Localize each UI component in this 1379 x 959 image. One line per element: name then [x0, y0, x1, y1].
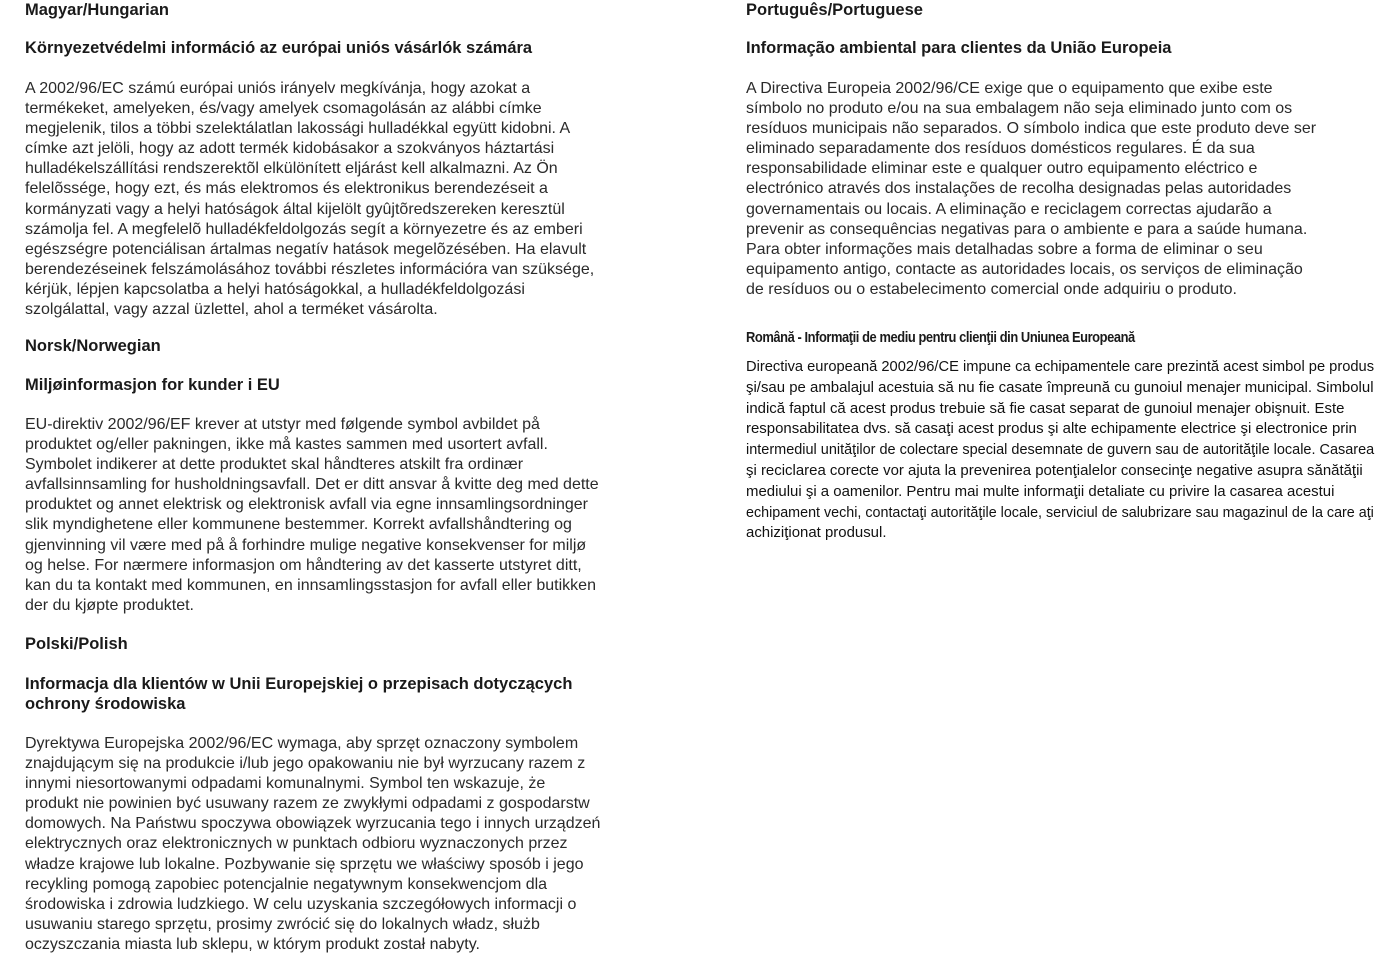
body-line: felelõssége, hogy ezt, és más elektromos és elektronikus berendezéseit a	[25, 180, 548, 198]
body-line: de resíduos ou o estabelecimento comercial onde adquiriu o produto.	[746, 280, 1237, 298]
body-line: szolgálattal, vagy azzal üzlettel, ahol a terméket vásárolta.	[25, 301, 438, 319]
body-line: governamentais ou locais. A eliminação e reciclagem correctas ajudarão a	[746, 200, 1272, 218]
body-line: produktet og annet elektrisk og elektronisk avfall via egne innsamlingsordninger	[25, 496, 588, 514]
body-line: elektrycznych oraz elektronicznych w punktach odbioru wyznaczonych przez	[25, 835, 568, 853]
body-line: władze krajowe lub lokalne. Pozbywanie się sprzętu we właściwy sposób i jego	[25, 855, 584, 873]
body-line: şi reciclarea corecte vor ajuta la prevenirea potenţialelor consecinţe negative asupra sănătăţii	[746, 461, 1363, 479]
body-line: avfallsinnsamling for husholdningsavfall. Det er ditt ansvar å kvitte deg med dette	[25, 476, 599, 494]
body-line: kérjük, lépjen kapcsolatba a helyi hatóságokkal, a hulladékfeldolgozási	[25, 280, 525, 298]
body-line: środowiska i zdrowia ludzkiego. W celu uzyskania szczegółowych informacji o	[25, 895, 577, 913]
body-line: produkt nie powinien być usuwany razem ze zwykłymi odpadami z gospodarstw	[25, 795, 590, 813]
section-title-line: ochrony środowiska	[25, 695, 186, 713]
language-heading: Português/Portuguese	[746, 1, 923, 19]
body-line: şi/sau pe ambalajul acestuia să nu fie casate împreună cu gunoiul menajer municipal. Simbolul	[746, 378, 1374, 396]
section-title-line: Informacja dla klientów w Unii Europejskiej o przepisach dotyczących	[25, 675, 573, 693]
section-body	[746, 79, 1316, 300]
body-line: EU-direktiv 2002/96/EF krever at utstyr med følgende symbol avbildet på	[25, 416, 540, 433]
body-line: electrónico através dos instalações de recolha designadas pelas autoridades	[746, 180, 1292, 198]
body-line: megjelenik, tilos a többi szelektálatlan lakossági hulladékkal együtt kidobni. A	[25, 120, 571, 138]
body-line: og helse. For nærmere informasjon om håndtering av det kasserte utstyret ditt,	[25, 556, 582, 574]
section-body	[25, 415, 599, 616]
section-title: Miljøinformasjon for kunder i EU	[25, 376, 280, 394]
body-line: produktet og/eller pakningen, ikke må kastes sammen med usortert avfall.	[25, 436, 548, 454]
body-line: indică faptul că acest produs trebuie să fie casat separat de gunoiul menajer obişnuit. Este	[746, 399, 1345, 417]
section-title: Română - Informaţii de mediu pentru clienţii din Uniunea Europeană	[746, 329, 1135, 346]
body-line: Symbolet indikerer at dette produktet skal håndteres atskilt fra ordinær	[25, 456, 524, 474]
body-line: Dyrektywa Europejska 2002/96/EC wymaga, aby sprzęt oznaczony symbolem	[25, 735, 579, 752]
body-line: oczyszczania miasta lub sklepu, w którym produkt został nabyty.	[25, 935, 480, 953]
body-line: responsabilidade eliminar este e qualquer outro equipamento eléctrico e	[746, 160, 1258, 178]
body-line: A 2002/96/EC számú európai uniós irányelv megkívánja, hogy azokat a	[25, 80, 531, 97]
body-line: intermediul unităţilor de colectare special desemnate de guvern sau de autorităţile locale. Casarea	[746, 441, 1375, 459]
body-line: Para obter informações mais detalhadas sobre a forma de eliminar o seu	[746, 240, 1263, 258]
body-line: kan du ta kontakt med kommunen, en innsamlingsstasjon for avfall eller butikken	[25, 576, 596, 594]
body-line: domowych. Na Państwu spoczywa obowiązek wyrzucania tego i innych urządzeń	[25, 815, 601, 833]
language-heading: Norsk/Norwegian	[25, 337, 161, 355]
body-line: equipamento antigo, contacte as autoridades locais, os serviços de eliminação	[746, 260, 1303, 278]
body-line: kormányzati vagy a helyi hatóságok által kijelölt gyûjtõredszereken keresztül	[25, 200, 565, 218]
body-line: számolja fel. A megfelelõ hulladékfeldolgozás segít a környezetre és az emberi	[25, 220, 583, 238]
body-line: símbolo no produto e/ou na sua embalagem não seja eliminado junto com os	[746, 100, 1293, 118]
body-line: gjenvinning vil være med på å forhindre mulige negative konsekvenser for miljø	[25, 536, 587, 554]
body-line: A Directiva Europeia 2002/96/CE exige que o equipamento que exibe este	[746, 80, 1273, 97]
body-line: slik myndighetene eller kommunene bestemmer. Korrekt avfallshåndtering og	[25, 516, 572, 534]
section-body	[25, 734, 600, 955]
section-body	[25, 79, 594, 320]
body-line: achiziţionat produsul.	[746, 524, 887, 542]
body-line: echipament vechi, contactaţi autorităţile locale, serviciul de salubrizare sau magazinul de la care aţi	[746, 503, 1374, 521]
body-line: recykling pomogą zapobiec potencjalnie negatywnym konsekwencjom dla	[25, 875, 548, 893]
section-body	[746, 357, 1376, 544]
body-line: termékeket, amelyeken, és/vagy amelyek csomagolásán az alábbi címke	[25, 100, 542, 118]
body-line: der du kjøpte produktet.	[25, 596, 194, 614]
body-line: eliminado separadamente dos resíduos domésticos regulares. É da sua	[746, 140, 1255, 158]
body-line: berendezéseinek felszámolásához további részletes információra van szüksége,	[25, 260, 595, 278]
section-title: Környezetvédelmi információ az európai uniós vásárlók számára	[25, 39, 533, 57]
body-line: egészségre potenciálisan ártalmas negatív hatások megelõzésében. Ha elavult	[25, 240, 587, 258]
section-title	[25, 674, 572, 714]
body-line: hulladékelszállítási rendszerektõl elkülönített eljárást kell alkalmazni. Az Ön	[25, 160, 558, 178]
body-line: Directiva europeană 2002/96/CE impune ca echipamentele care prezintă acest simbol pe produs	[746, 358, 1375, 375]
body-line: resíduos municipais não separados. O símbolo indica que este produto deve ser	[746, 120, 1317, 138]
body-line: címke azt jelöli, hogy az adott termék kidobásakor a szokványos háztartási	[25, 140, 555, 158]
body-line: prevenir as consequências negativas para o ambiente e para a saúde humana.	[746, 220, 1308, 238]
body-line: znajdującym się na produkcie i/lub jego opakowaniu nie był wyrzucany razem z	[25, 755, 586, 773]
body-line: mediului şi a oamenilor. Pentru mai multe informaţii detaliate cu privire la casarea acestui	[746, 482, 1335, 500]
body-line: innymi niesortowanymi odpadami komunalnymi. Symbol ten wskazuje, że	[25, 775, 546, 793]
section-title: Informação ambiental para clientes da União Europeia	[746, 39, 1172, 57]
body-line: responsabilitatea dvs. să casaţi acest produs şi alte echipamente electrice şi electronice prin	[746, 420, 1357, 438]
body-line: usuwaniu starego sprzętu, prosimy zwrócić się do lokalnych władz, służb	[25, 915, 540, 933]
language-heading: Polski/Polish	[25, 635, 128, 653]
language-heading: Magyar/Hungarian	[25, 1, 169, 19]
